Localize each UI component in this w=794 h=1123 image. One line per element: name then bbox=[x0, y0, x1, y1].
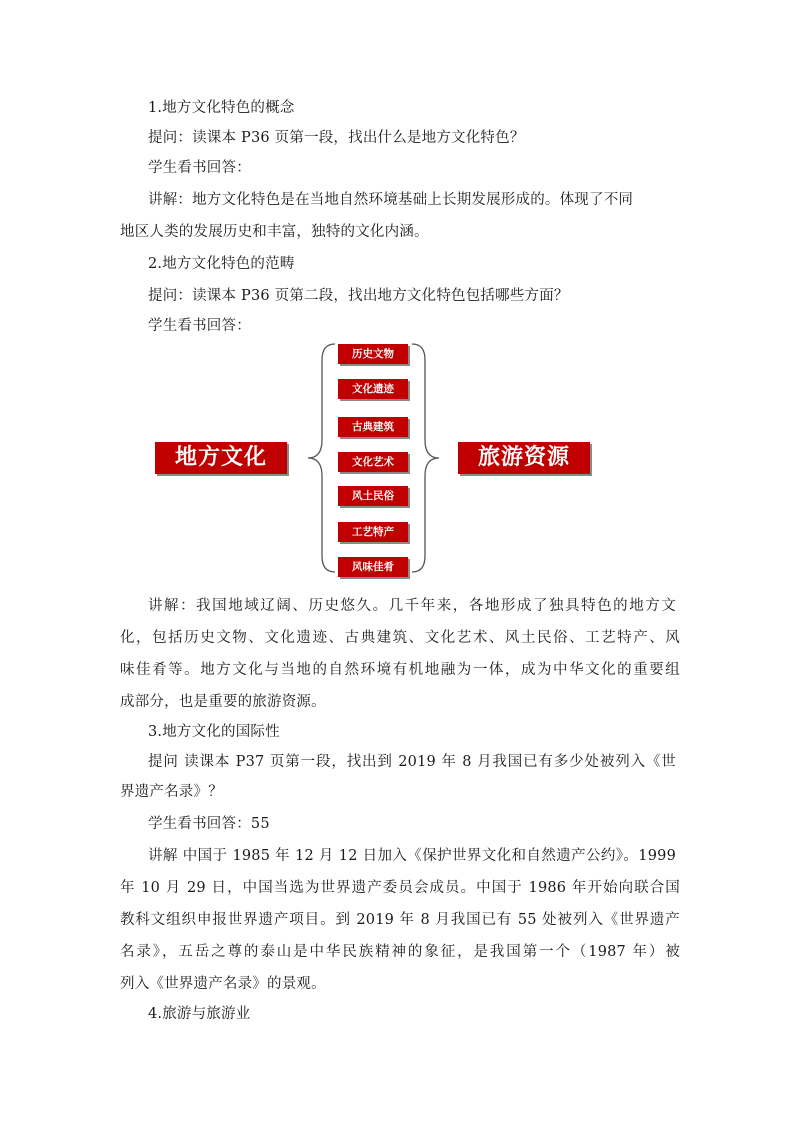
section-3-explanation-line-5: 列入《世界遗产名录》的景观。 bbox=[120, 976, 326, 992]
diagram-left-box: 地方文化 bbox=[155, 442, 287, 474]
section-1-student-answer: 学生看书回答： bbox=[148, 160, 251, 176]
diagram-item-historical-relics: 历史文物 bbox=[338, 344, 408, 364]
diagram-item-cultural-sites: 文化遗迹 bbox=[338, 379, 408, 399]
section-3-question-line-2: 界遗产名录》？ bbox=[120, 784, 223, 800]
section-3-explanation-line-2: 年 10 月 29 日，中国当选为世界遗产委员会成员。中国于 1986 年开始向联合国 bbox=[120, 880, 680, 896]
section-2-heading: 2.地方文化特色的范畴 bbox=[148, 256, 295, 272]
section-1-explanation-line-1: 讲解：地方文化特色是在当地自然环境基础上长期发展形成的。体现了不同 bbox=[148, 192, 634, 208]
culture-tourism-diagram bbox=[150, 340, 600, 580]
section-3-heading: 3.地方文化的国际性 bbox=[148, 724, 280, 740]
section-2-explanation-line-3: 味佳肴等。地方文化与当地的自然环境有机地融为一体，成为中华文化的重要组 bbox=[120, 662, 680, 678]
section-2-explanation-line-4: 成部分，也是重要的旅游资源。 bbox=[120, 694, 326, 710]
section-3-student-answer: 学生看书回答：55 bbox=[148, 816, 270, 832]
section-2-question: 提问：读课本 P36 页第二段，找出地方文化特色包括哪些方面？ bbox=[148, 288, 569, 304]
section-3-explanation-line-1: 讲解 中国于 1985 年 12 月 12 日加入《保护世界文化和自然遗产公约》。1999 bbox=[148, 848, 676, 864]
diagram-item-folk-customs: 风土民俗 bbox=[338, 486, 408, 506]
right-brace bbox=[412, 344, 439, 572]
diagram-item-culture-arts: 文化艺术 bbox=[338, 452, 408, 472]
diagram-item-classical-architecture: 古典建筑 bbox=[338, 417, 408, 437]
section-1-explanation-line-2: 地区人类的发展历史和丰富，独特的文化内涵。 bbox=[120, 224, 429, 240]
section-3-question-line-1: 提问 读课本 P37 页第一段，找出到 2019 年 8 月我国已有多少处被列入《世 bbox=[148, 754, 676, 770]
section-4-heading: 4.旅游与旅游业 bbox=[148, 1006, 251, 1022]
left-brace bbox=[308, 344, 335, 572]
section-2-explanation-line-1: 讲解：我国地域辽阔、历史悠久。几千年来，各地形成了独具特色的地方文 bbox=[148, 598, 676, 614]
section-2-student-answer: 学生看书回答： bbox=[148, 318, 251, 334]
section-3-explanation-line-3: 教科文组织申报世界遗产项目。到 2019 年 8 月我国已有 55 处被列入《世界遗产 bbox=[120, 912, 680, 928]
diagram-item-crafts-specialties: 工艺特产 bbox=[338, 522, 408, 542]
section-1-heading: 1.地方文化特色的概念 bbox=[148, 100, 295, 116]
section-1-question: 提问：读课本 P36 页第一段，找出什么是地方文化特色？ bbox=[148, 130, 525, 146]
section-3-explanation-line-4: 名录》，五岳之尊的泰山是中华民族精神的象征，是我国第一个（1987 年）被 bbox=[120, 944, 680, 960]
diagram-item-local-cuisine: 风味佳肴 bbox=[338, 557, 408, 577]
diagram-right-box: 旅游资源 bbox=[458, 442, 590, 474]
section-2-explanation-line-2: 化，包括历史文物、文化遗迹、古典建筑、文化艺术、风土民俗、工艺特产、风 bbox=[120, 630, 680, 646]
